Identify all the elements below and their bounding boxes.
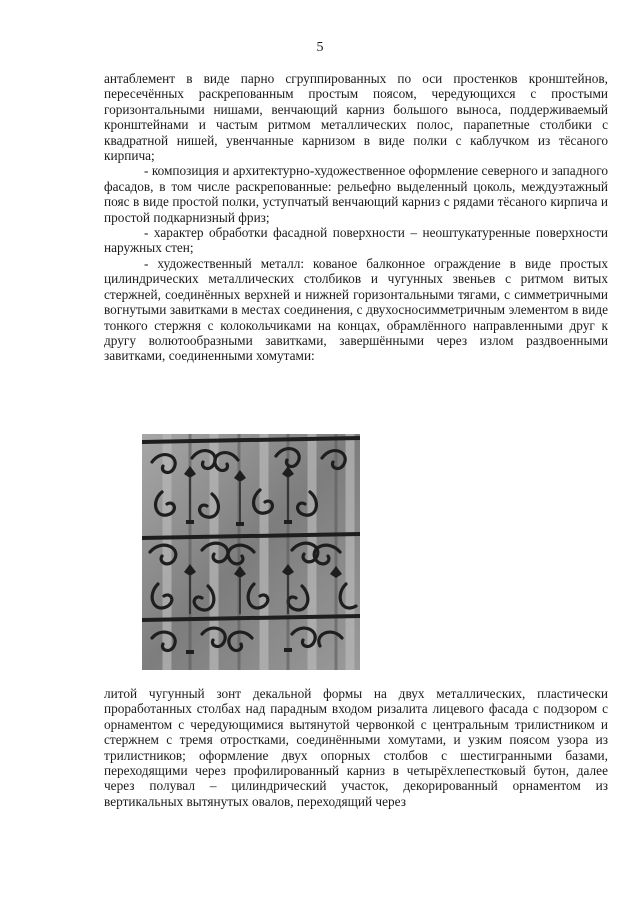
paragraph: - художественный металл: кованое балконное ограждение в виде простых цилиндрических металлических столбиков и чугунных звеньев с ритмом витых стержней, соединённых верхней и нижней горизонтальными тягами, с симметричными вогнутыми завитками в местах соединения, с двухосносимметричным элементом в виде тонкого стержня с колокольчиками на концах, обрамлённого направленными друг к другу волютообразными завитками, завершёнными через излом раздвоенными завитками, соединенными хомутами: [104, 255, 608, 364]
paragraph: - характер обработки фасадной поверхности – неоштукатуренные поверхности наружных стен; [104, 225, 608, 256]
text-block-top [104, 71, 608, 364]
paragraph: литой чугунный зонт декальной формы на двух металлических, пластически проработанных столбах над парадным входом ризалита лицевого фасада с подзором с орнаментом с чередующимися вытянутой червонкой с центральным трилистником и стержнем с тремя отростками, соединёнными хомутами, и узким поясом узора из трилистников; оформление двух опорных столбов с шестигранными базами, переходящими через профилированный карниз в четырёхлепестковый бутон, далее через полувал – цилиндрический участок, декорированный орнаментом из вертикальных вытянутых овалов, переходящий через [104, 686, 608, 809]
text-block-bottom [104, 686, 608, 809]
paragraph: антаблемент в виде парно сгруппированных по оси простенков кронштейнов, пересечённых раскрепованным простым поясом, чередующихся с простыми горизонтальными нишами, венчающий карниз большого выноса, поддерживаемый кронштейнами и частым ритмом металлических полос, парапетные столбики с квадратной нишей, увенчанные карнизом в виде полки с каблучком из тёсаного кирпича; [104, 71, 608, 164]
balcony-railing-photo [142, 434, 360, 670]
page-number: 5 [316, 40, 324, 55]
paragraph: - композиция и архитектурно-художественное оформление северного и западного фасадов, в том числе раскрепованные: рельефно выделенный цоколь, междуэтажный пояс в виде простой полки, уступчатый венчающий карниз с рядами тёсаного кирпича и простой подкарнизный фриз; [104, 163, 608, 225]
